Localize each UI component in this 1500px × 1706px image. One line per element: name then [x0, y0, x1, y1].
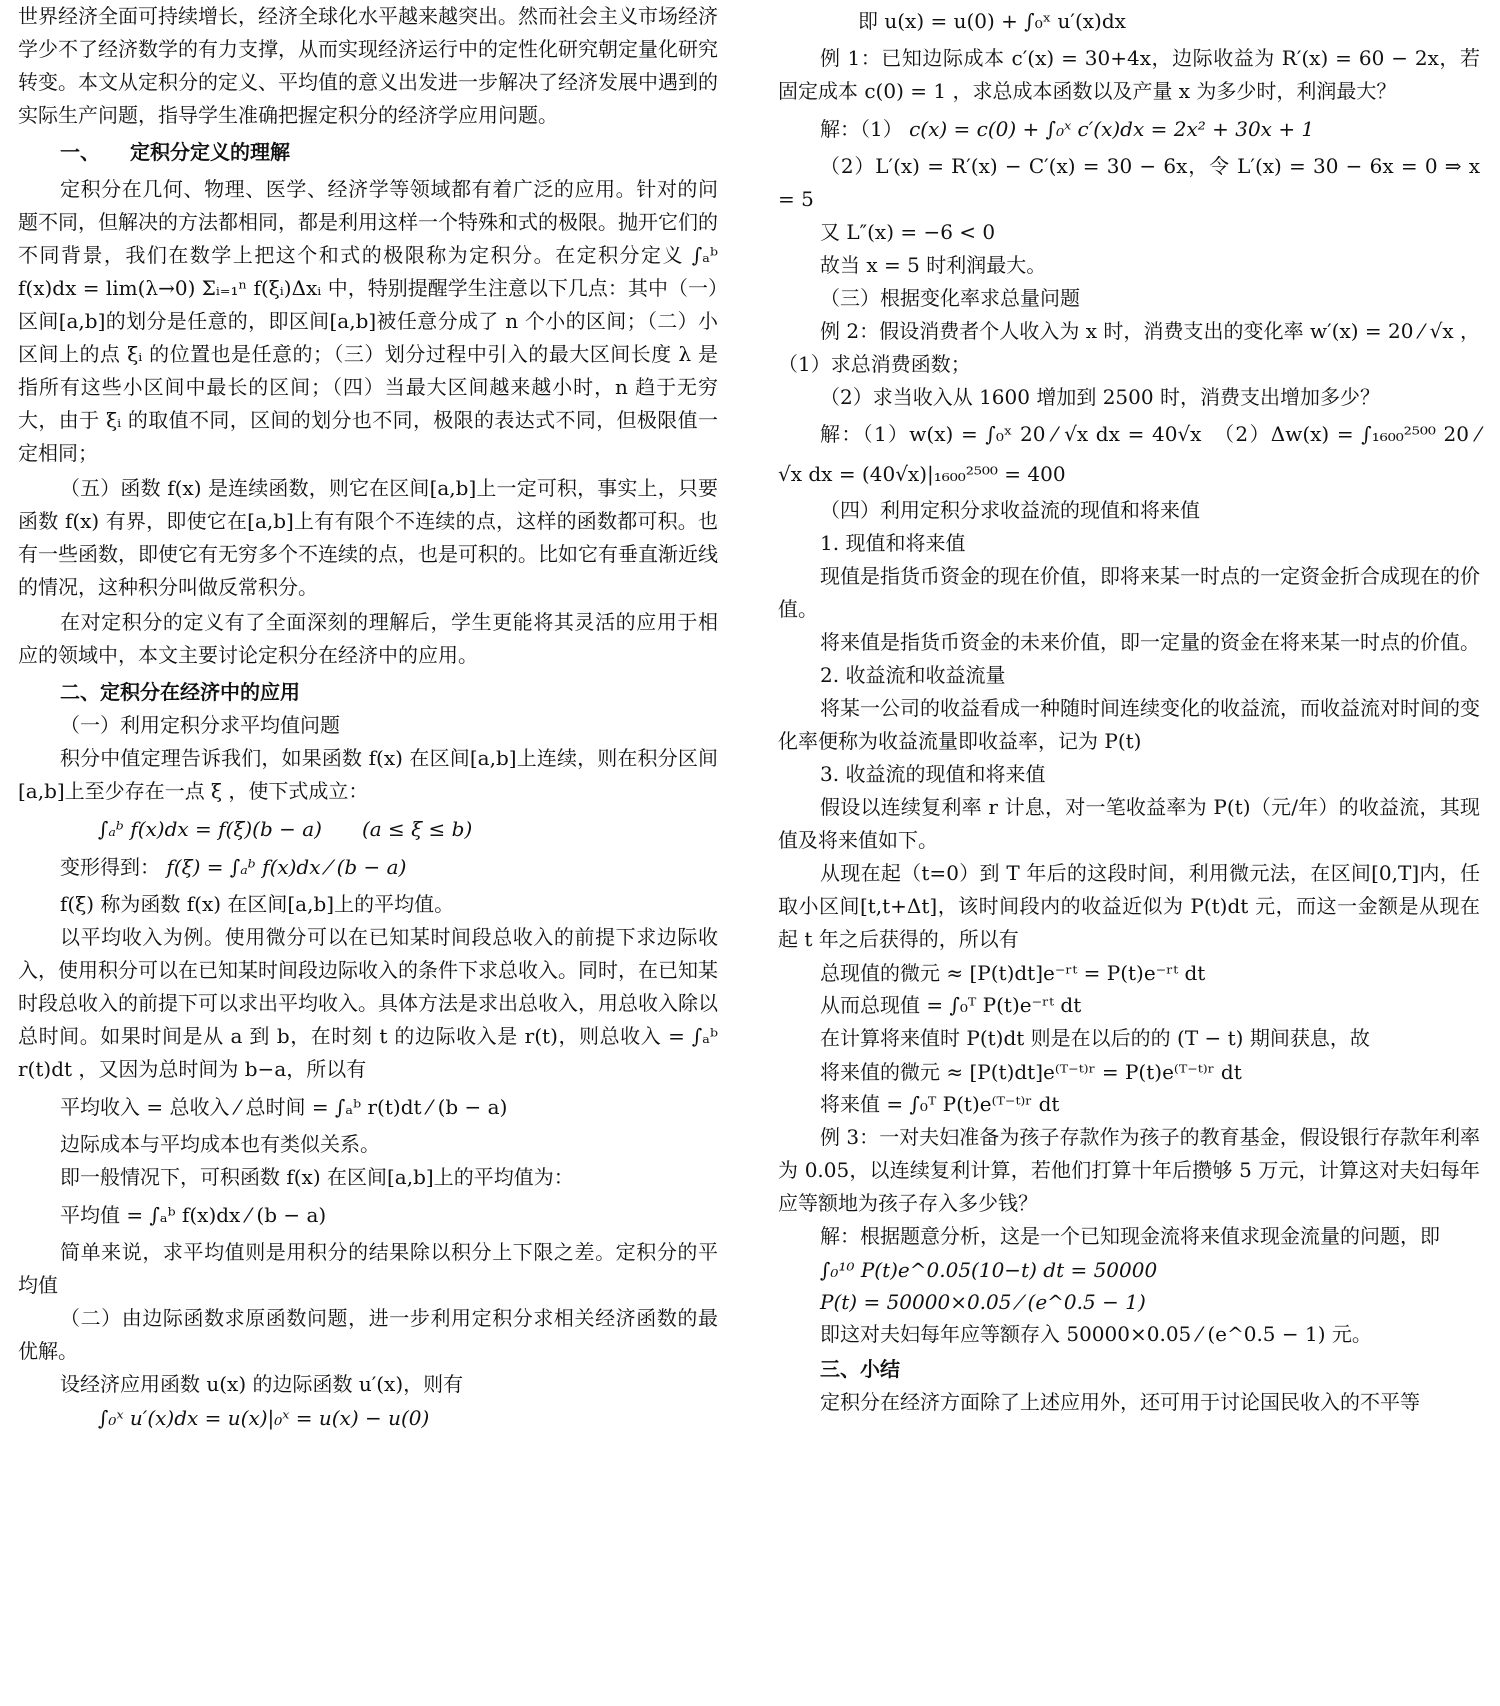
after-definition-paragraph: 在对定积分的定义有了全面深刻的理解后，学生更能将其灵活的应用于相应的领域中，本文主要讨论定积分在经济中的应用。: [18, 610, 718, 667]
right-column: [778, 0, 1480, 1419]
point-2-title: 2. 收益流和收益流量: [820, 663, 1006, 687]
average-value-equation: 平均值 = ∫ₐᵇ f(x)dx ⁄ (b − a): [60, 1203, 327, 1227]
left-column: [18, 0, 718, 1435]
example-2-solution: 解：（1）w(x) = ∫₀ˣ 20 ⁄ √x dx = 40√x （2）Δw(x) = ∫₁₆₀₀²⁵⁰⁰ 20 ⁄ √x dx = (40√x)|₁₆₀₀²⁵⁰⁰ = 400: [778, 422, 1480, 486]
solution-1-label: 解：（1）: [820, 117, 903, 141]
section-2-title: 二、定积分在经济中的应用: [60, 680, 300, 704]
marginal-integral-equation: ∫₀ˣ u′(x)dx = u(x)|₀ˣ = u(x) − u(0): [98, 1406, 430, 1430]
point-1-title: 1. 现值和将来值: [820, 531, 966, 555]
solution-1-conclusion: 故当 x = 5 时利润最大。: [820, 253, 1047, 277]
point-3-title: 3. 收益流的现值和将来值: [820, 762, 1046, 786]
simple-summary-paragraph: 简单来说，求平均值则是用积分的结果除以积分上下限之差。定积分的平均值: [18, 1240, 718, 1297]
income-example-paragraph: 以平均收入为例。使用微分可以在已知某时间段总收入的前提下求边际收入，使用积分可以在已知某时间段边际收入的条件下求总收入。同时，在已知某时段总收入的前提下可以求出平均收入。具体方法是求出总收入，用总收入除以总时间。如果时间是从 a 到 b，在时刻 t 的边际收入是 r(t)，则总收入 = ∫ₐᵇ r(t)dt ，又因为总时间为 b−a，所以有: [18, 925, 718, 1081]
example-1-statement: 例 1：已知边际成本 c′(x) = 30+4x，边际收益为 R′(x) = 60 − 2x，若固定成本 c(0) = 1 ，求总成本函数以及产量 x 为多少时，利润最大？: [778, 46, 1480, 103]
point-five-paragraph: （五）函数 f(x) 是连续函数，则它在区间[a,b]上一定可积，事实上，只要函数 f(x) 有界，即使它在[a,b]上有有限个不连续的点，这样的函数都可积。也有一些函数，即使它有无穷多个不连续的点，也是可积的。比如它有垂直渐近线的情况，这种积分叫做反常积分。: [18, 476, 718, 599]
mean-value-theorem-paragraph: 积分中值定理告诉我们，如果函数 f(x) 在区间[a,b]上连续，则在积分区间[a,b]上至少存在一点 ξ ，使下式成立：: [18, 746, 718, 803]
future-value-element-equation: 将来值的微元 ≈ [P(t)dt]e⁽ᵀ⁻ᵗ⁾ʳ = P(t)e⁽ᵀ⁻ᵗ⁾ʳ dt: [820, 1060, 1242, 1084]
present-value-element-equation: 总现值的微元 ≈ [P(t)dt]e⁻ʳᵗ = P(t)e⁻ʳᵗ dt: [820, 961, 1206, 985]
subsection-3-title: （三）根据变化率求总量问题: [820, 286, 1080, 310]
example-3-solution-intro: 解：根据题意分析，这是一个已知现金流将来值求现金流量的问题，即: [820, 1224, 1440, 1248]
total-future-value-equation: 将来值 = ∫₀ᵀ P(t)e⁽ᵀ⁻ᵗ⁾ʳ dt: [820, 1092, 1060, 1116]
marginal-function-line: 设经济应用函数 u(x) 的边际函数 u′(x)，则有: [60, 1372, 464, 1396]
general-average-line: 即一般情况下，可积函数 f(x) 在区间[a,b]上的平均值为：: [60, 1165, 574, 1189]
solution-1-part-2: （2）L′(x) = R′(x) − C′(x) = 30 − 6x，令 L′(x) = 30 − 6x = 0 ⇒ x = 5: [778, 154, 1480, 211]
intro-paragraph: 世界经济全面可持续增长，经济全球化水平越来越突出。然而社会主义市场经济学少不了经济数学的有力支撑，从而实现经济运行中的定性化研究朝定量化研究转变。本文从定积分的定义、平均值的意义出发进一步解决了经济发展中遇到的实际生产问题，指导学生准确把握定积分的经济学应用问题。: [18, 4, 718, 127]
example-2-part-2: （2）求当收入从 1600 增加到 2500 时，消费支出增加多少？: [820, 385, 1380, 409]
section-1-title: 一、 定积分定义的理解: [60, 140, 290, 164]
definition-paragraph: 定积分在几何、物理、医学、经济学等领域都有着广泛的应用。针对的问题不同，但解决的方法都相同，都是利用这样一个特殊和式的极限。抛开它们的不同背景，我们在数学上把这个和式的极限称为定积分。在定积分定义 ∫ₐᵇ f(x)dx = lim(λ→0) Σᵢ₌₁ⁿ f(ξᵢ)Δxᵢ 中，特别提醒学生注意以下几点：其中（一）区间[a,b]的划分是任意的，即区间[a,b]被任意分成了 n 个小的区间；（二）小区间上的点 ξᵢ 的位置也是任意的；（三）划分过程中引入的最大区间长度 λ 是指所有这些小区间中最长的区间；（四）当最大区间越来越小时，n 趋于无穷大，由于 ξᵢ 的取值不同，区间的划分也不同，极限的表达式不同，但极限值一定相同；: [18, 177, 718, 465]
average-value-definition: f(ξ) 称为函数 f(x) 在区间[a,b]上的平均值。: [60, 892, 455, 916]
future-value-paragraph: 将来值是指货币资金的未来价值，即一定量的资金在将来某一时点的价值。: [820, 630, 1480, 654]
solution-1-part-1: [778, 112, 1480, 146]
example-3-statement: 例 3：一对夫妇准备为孩子存款作为孩子的教育基金，假设银行存款年利率为 0.05，以连续复利计算，若他们打算十年后攒够 5 万元，计算这对夫妇每年应等额地为孩子存入多少钱？: [778, 1125, 1480, 1215]
subsection-2-title: （二）由边际函数求原函数问题，进一步利用定积分求相关经济函数的最优解。: [18, 1306, 718, 1363]
transform-equation: [18, 850, 718, 884]
future-value-calc-line: 在计算将来值时 P(t)dt 则是在以后的的 (T − t) 期间获息，故: [820, 1026, 1370, 1050]
u-reconstruction-equation: 即 u(x) = u(0) + ∫₀ˣ u′(x)dx: [858, 9, 1126, 33]
microelement-paragraph: 从现在起（t=0）到 T 年后的这段时间，利用微元法，在区间[0,T]内，任取小区间[t,t+Δt]，该时间段内的收益近似为 P(t)dt 元，而这一金额是从现在起 t 年之后获得的，所以有: [778, 861, 1480, 951]
example-3-equation-a: ∫₀¹⁰ P(t)e^0.05(10−t) dt = 50000: [820, 1258, 1158, 1282]
mean-value-equation: ∫ₐᵇ f(x)dx = f(ξ)(b − a) (a ≤ ξ ≤ b): [98, 817, 473, 841]
present-value-paragraph: 现值是指货币资金的现在价值，即将来某一时点的一定资金折合成现在的价值。: [778, 564, 1480, 621]
example-2-statement: 例 2：假设消费者个人收入为 x 时，消费支出的变化率 w′(x) = 20 ⁄ √x ，（1）求总消费函数；: [778, 319, 1480, 376]
section-3-title: 三、小结: [820, 1357, 900, 1381]
summary-paragraph: 定积分在经济方面除了上述应用外，还可用于讨论国民收入的不平等: [820, 1390, 1420, 1414]
subsection-4-title: （四）利用定积分求收益流的现值和将来值: [820, 498, 1200, 522]
assumption-paragraph: 假设以连续复利率 r 计息，对一笔收益率为 P(t)（元/年）的收益流，其现值及将来值如下。: [778, 795, 1480, 852]
average-income-equation: 平均收入 = 总收入 ⁄ 总时间 = ∫ₐᵇ r(t)dt ⁄ (b − a): [60, 1095, 508, 1119]
total-present-value-equation: 从而总现值 = ∫₀ᵀ P(t)e⁻ʳᵗ dt: [820, 993, 1082, 1017]
transform-label: 变形得到：: [60, 855, 160, 879]
example-3-equation-b: P(t) = 50000×0.05 ⁄ (e^0.5 − 1): [820, 1290, 1146, 1314]
solution-1-part-3: 又 L″(x) = −6 < 0: [820, 220, 996, 244]
total-cost-formula: c(x) = c(0) + ∫₀ˣ c′(x)dx = 2x² + 30x + 1: [909, 117, 1315, 141]
subsection-1-title: （一）利用定积分求平均值问题: [60, 713, 340, 737]
example-3-conclusion: 即这对夫妇每年应等额存入 50000×0.05 ⁄ (e^0.5 − 1) 元。: [820, 1322, 1372, 1346]
f-xi-formula: f(ξ) = ∫ₐᵇ f(x)dx ⁄ (b − a): [166, 855, 407, 879]
cost-relation-line: 边际成本与平均成本也有类似关系。: [60, 1132, 380, 1156]
income-flow-paragraph: 将某一公司的收益看成一种随时间连续变化的收益流，而收益流对时间的变化率便称为收益流量即收益率，记为 P(t): [778, 696, 1480, 753]
